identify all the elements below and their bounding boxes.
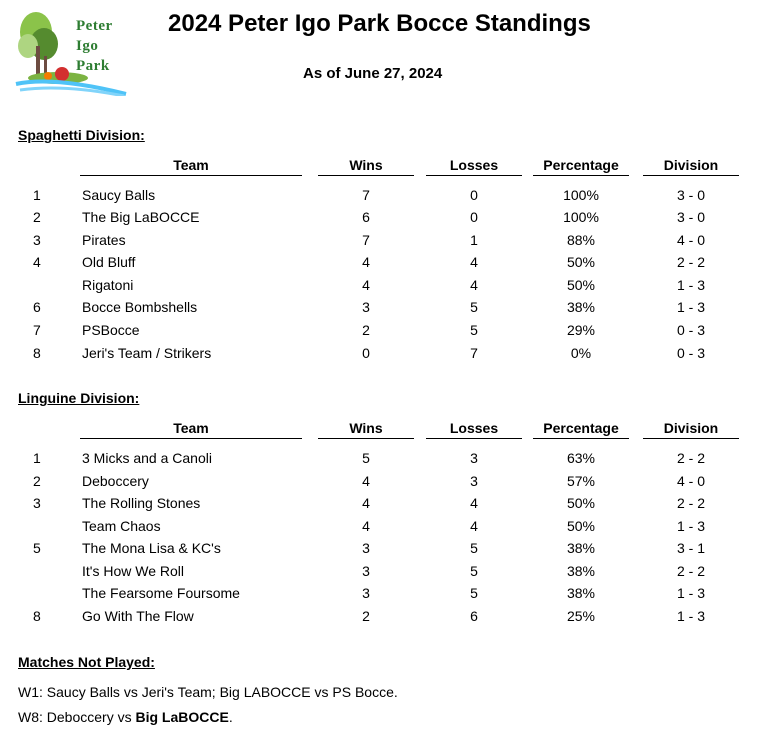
division-record: 2 - 2 xyxy=(676,254,705,270)
percentage: 50% xyxy=(566,495,596,511)
column-header-wins: Wins xyxy=(318,157,414,176)
matches-not-played-heading: Matches Not Played: xyxy=(18,654,155,670)
percentage: 100% xyxy=(563,187,599,203)
wins: 0 xyxy=(362,345,370,361)
percentage: 50% xyxy=(566,254,596,270)
table-row xyxy=(0,254,765,276)
division-record: 1 - 3 xyxy=(676,518,705,534)
percentage: 29% xyxy=(566,322,596,338)
losses: 5 xyxy=(470,322,478,338)
wins: 5 xyxy=(362,450,370,466)
division-record: 3 - 1 xyxy=(676,540,705,556)
losses: 4 xyxy=(470,495,478,511)
wins: 4 xyxy=(362,254,370,270)
division-record: 2 - 2 xyxy=(676,450,705,466)
table-row xyxy=(0,608,765,630)
as-of-date: As of June 27, 2024 xyxy=(303,65,443,82)
wins: 7 xyxy=(362,232,370,248)
wins: 2 xyxy=(362,322,370,338)
column-header-division: Division xyxy=(643,420,739,439)
division-record: 0 - 3 xyxy=(676,322,705,338)
table-row xyxy=(0,322,765,344)
table-row xyxy=(0,232,765,254)
rank: 7 xyxy=(33,322,41,338)
percentage: 38% xyxy=(566,585,596,601)
column-header-wins: Wins xyxy=(318,420,414,439)
rank: 8 xyxy=(33,608,41,624)
logo-line-igo: Igo xyxy=(76,38,99,54)
team-name: Saucy Balls xyxy=(82,187,156,203)
table-row xyxy=(0,473,765,495)
percentage: 38% xyxy=(566,299,596,315)
rank: 2 xyxy=(33,209,41,225)
rank: 3 xyxy=(33,495,41,511)
table-row xyxy=(0,563,765,585)
losses: 1 xyxy=(470,232,478,248)
team-name: It's How We Roll xyxy=(82,563,184,579)
tree-logo-icon xyxy=(14,6,132,96)
logo-line-peter: Peter xyxy=(76,18,113,34)
team-name: Deboccery xyxy=(82,473,149,489)
percentage: 88% xyxy=(566,232,596,248)
losses: 5 xyxy=(470,563,478,579)
week1-note: W1: Saucy Balls vs Jeri's Team; Big LABOCCE vs PS Bocce. xyxy=(18,684,398,700)
week8-note-suffix: . xyxy=(228,709,233,725)
percentage: 38% xyxy=(566,540,596,556)
team-name: Bocce Bombshells xyxy=(82,299,198,315)
division-record: 2 - 2 xyxy=(676,563,705,579)
losses: 4 xyxy=(470,277,478,293)
losses: 5 xyxy=(470,585,478,601)
page-title: 2024 Peter Igo Park Bocce Standings xyxy=(168,10,591,37)
team-name: The Rolling Stones xyxy=(82,495,201,511)
losses: 6 xyxy=(470,608,478,624)
team-name: The Big LaBOCCE xyxy=(82,209,200,225)
week8-note-prefix: W8: Deboccery vs xyxy=(18,709,136,725)
percentage: 57% xyxy=(566,473,596,489)
percentage: 0% xyxy=(570,345,592,361)
losses: 4 xyxy=(470,254,478,270)
division-record: 3 - 0 xyxy=(676,187,705,203)
losses: 7 xyxy=(470,345,478,361)
losses: 4 xyxy=(470,518,478,534)
losses: 3 xyxy=(470,450,478,466)
wins: 3 xyxy=(362,299,370,315)
rank: 1 xyxy=(33,187,41,203)
team-name: Jeri's Team / Strikers xyxy=(82,345,212,361)
rank: 8 xyxy=(33,345,41,361)
team-name: Pirates xyxy=(82,232,126,248)
linguine-division-heading: Linguine Division: xyxy=(18,390,140,406)
division-record: 2 - 2 xyxy=(676,495,705,511)
column-header-team: Team xyxy=(80,420,302,439)
losses: 3 xyxy=(470,473,478,489)
percentage: 38% xyxy=(566,563,596,579)
team-name: Team Chaos xyxy=(82,518,161,534)
table-row xyxy=(0,450,765,472)
rank: 6 xyxy=(33,299,41,315)
rank: 2 xyxy=(33,473,41,489)
column-header-losses: Losses xyxy=(426,157,522,176)
wins: 3 xyxy=(362,563,370,579)
rank: 3 xyxy=(33,232,41,248)
table-row xyxy=(0,299,765,321)
column-header-percentage: Percentage xyxy=(533,420,629,439)
spaghetti-division-heading: Spaghetti Division: xyxy=(18,127,145,143)
losses: 0 xyxy=(470,187,478,203)
division-record: 1 - 3 xyxy=(676,608,705,624)
park-logo xyxy=(14,6,132,96)
rank: 1 xyxy=(33,450,41,466)
rank: 4 xyxy=(33,254,41,270)
column-header-percentage: Percentage xyxy=(533,157,629,176)
wins: 4 xyxy=(362,277,370,293)
wins: 4 xyxy=(362,473,370,489)
week8-note xyxy=(18,709,233,725)
team-name: The Fearsome Foursome xyxy=(82,585,240,601)
table-row xyxy=(0,345,765,367)
percentage: 100% xyxy=(563,209,599,225)
team-name: The Mona Lisa & KC's xyxy=(82,540,221,556)
division-record: 1 - 3 xyxy=(676,585,705,601)
wins: 7 xyxy=(362,187,370,203)
rank: 5 xyxy=(33,540,41,556)
team-name: PSBocce xyxy=(82,322,140,338)
losses: 5 xyxy=(470,299,478,315)
losses: 5 xyxy=(470,540,478,556)
division-record: 4 - 0 xyxy=(676,473,705,489)
wins: 4 xyxy=(362,518,370,534)
column-header-division: Division xyxy=(643,157,739,176)
division-record: 1 - 3 xyxy=(676,277,705,293)
percentage: 50% xyxy=(566,518,596,534)
team-name: Rigatoni xyxy=(82,277,134,293)
table-row xyxy=(0,585,765,607)
table-row xyxy=(0,209,765,231)
table-row xyxy=(0,187,765,209)
column-header-losses: Losses xyxy=(426,420,522,439)
table-row xyxy=(0,518,765,540)
division-record: 3 - 0 xyxy=(676,209,705,225)
wins: 4 xyxy=(362,495,370,511)
percentage: 25% xyxy=(566,608,596,624)
logo-line-park: Park xyxy=(76,58,110,74)
division-record: 1 - 3 xyxy=(676,299,705,315)
division-record: 0 - 3 xyxy=(676,345,705,361)
column-header-team: Team xyxy=(80,157,302,176)
table-row xyxy=(0,495,765,517)
wins: 2 xyxy=(362,608,370,624)
percentage: 63% xyxy=(566,450,596,466)
week8-note-team: Big LaBOCCE xyxy=(135,709,229,725)
wins: 3 xyxy=(362,585,370,601)
losses: 0 xyxy=(470,209,478,225)
percentage: 50% xyxy=(566,277,596,293)
table-row xyxy=(0,540,765,562)
table-row xyxy=(0,277,765,299)
team-name: Go With The Flow xyxy=(82,608,194,624)
team-name: 3 Micks and a Canoli xyxy=(82,450,212,466)
team-name: Old Bluff xyxy=(82,254,136,270)
division-record: 4 - 0 xyxy=(676,232,705,248)
wins: 6 xyxy=(362,209,370,225)
wins: 3 xyxy=(362,540,370,556)
